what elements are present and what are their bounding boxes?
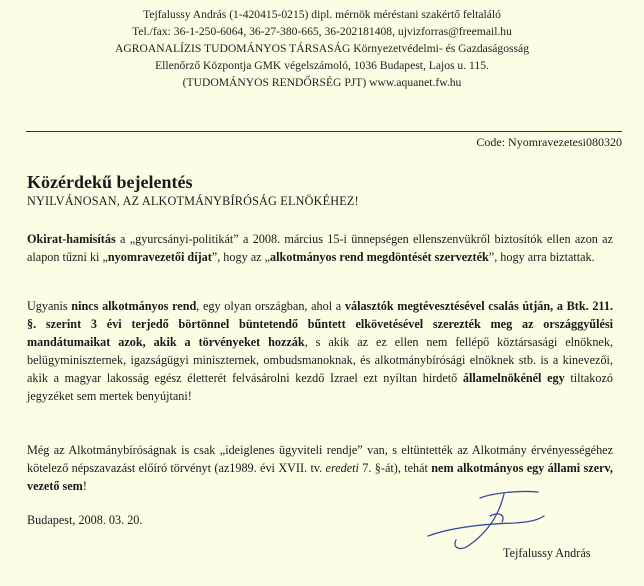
p3-run: eredeti xyxy=(325,461,359,475)
document-date: Budapest, 2008. 03. 20. xyxy=(27,513,143,527)
paragraph-1 xyxy=(27,230,613,266)
document-subtitle: NYILVÁNOSAN, AZ ALKOTMÁNYBÍRÓSÁG ELNÖKÉHEZ! xyxy=(27,194,359,208)
p3-run: nem alkotmányos egy állami szerv, vezető sem xyxy=(27,461,613,493)
p2-run: tiltakozó jegyzéket sem mertek benyújtani! xyxy=(27,371,613,403)
p2-run: , egy olyan országban, ahol a xyxy=(196,299,345,313)
p2-run: államelnökénél egy xyxy=(462,371,565,385)
letterhead-line-5: (TUDOMÁNYOS RENDŐRSÉG PJT) www.aquanet.fw.hu xyxy=(182,76,462,89)
p1-run: ”, hogy arra biztattak. xyxy=(488,250,595,264)
p1-run: nyomravezetői díjat xyxy=(107,250,212,264)
p1-run: a „gyurcsányi-politikát” a 2008. március 15-i ünnepségen ellenszenvükről biztosítók ellen azon az alapon tűzni ki „ xyxy=(27,232,613,264)
letterhead-line-3: AGROANALÍZIS TUDOMÁNYOS TÁRSASÁG Környezetvédelmi- és Gazdaságosság xyxy=(115,42,529,55)
p3-run: Még az Alkotmánybíróságnak is csak „ideiglenes ügyviteli rendje” van, s eltüntették az Alkotmány érvényességéhez kötelező népszavazást előíró törvényt (az1989. évi XVII. tv. xyxy=(27,443,613,475)
letterhead-line-1: Tejfalussy András (1-420415-0215) dipl. mérnök méréstani szakértő feltaláló xyxy=(143,8,501,21)
p1-run: ”, hogy az „ xyxy=(211,250,270,264)
letterhead xyxy=(0,6,644,91)
letterhead-line-2: Tel./fax: 36-1-250-6064, 36-27-380-665, 36-202181408, ujvizforras@freemail.hu xyxy=(132,25,512,38)
p2-run: Ugyanis xyxy=(27,299,72,313)
handwritten-signature xyxy=(420,476,600,556)
p2-run: nincs alkotmányos rend xyxy=(71,299,197,313)
p2-run: választók megtévesztésével csalás útján, a Btk. 211. §. szerint 3 évi terjedő börtönnel büntetendő bűntett elkövetésével szerezték meg az országgyűlési mandátumaikat azok, akik a törvényeket hozzák xyxy=(27,299,613,349)
p1-run: Okirat-hamisítás xyxy=(27,232,116,246)
header-divider xyxy=(26,131,622,132)
paragraph-2 xyxy=(27,297,613,405)
p3-run: 7. §-át), tehát xyxy=(358,461,432,475)
p2-run: , s akik az ez ellen nem fellépő köztársasági elnöknek, belügyminiszternek, igazságügyi miniszternek, ombudsmanoknak, és alkotmánybírósági elnöknek stb. is a kinevezői, akik a magyar lakosság egész életterét felvásárolni kezdő Izrael ezt nyíltan hirdető xyxy=(27,335,613,385)
p3-run: ! xyxy=(82,479,87,493)
p1-run: alkotmányos rend megdöntését szervezték xyxy=(270,250,489,264)
document-title: Közérdekű bejelentés xyxy=(27,172,193,192)
letterhead-line-4: Ellenőrző Központja GMK végelszámoló, 1036 Budapest, Lajos u. 115. xyxy=(155,59,489,72)
document-code: Code: Nyomravezetesi080320 xyxy=(476,135,622,149)
signature-name: Tejfalussy András xyxy=(503,546,591,560)
